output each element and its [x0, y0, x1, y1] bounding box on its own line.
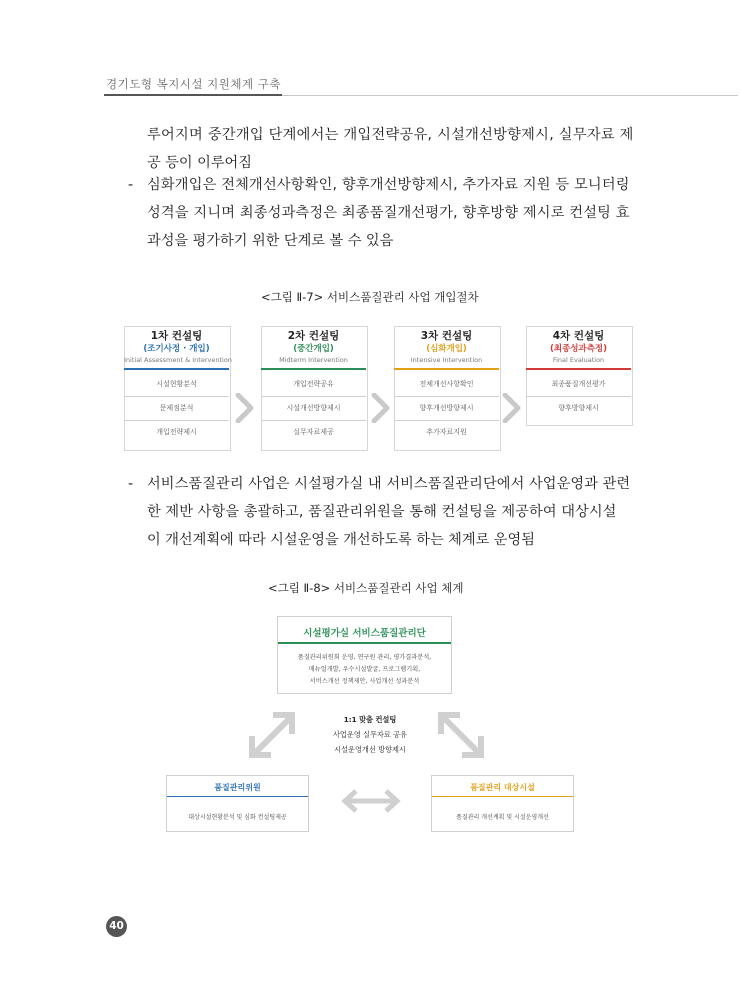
center-label: 1:1 맞춤 컨설팅	[343, 715, 397, 724]
bullet-dash: -	[128, 476, 134, 492]
box-title: 품질관리위원	[214, 783, 261, 792]
box-bar	[167, 796, 308, 797]
bullet-dash: -	[128, 177, 134, 193]
stage-bar	[124, 368, 229, 370]
center-label: 사업운영 실무자료 공유	[332, 730, 407, 739]
stage-4	[526, 326, 631, 420]
text-line: 심화개입은 전체개선사항확인, 향후개선방향제시, 추가자료 지원 등 모니터링	[147, 177, 630, 193]
stage-bar	[394, 368, 499, 370]
stage-title: 2차 컨설팅	[287, 330, 340, 342]
stage-english: Intensive Intervention	[410, 356, 483, 364]
stage-item: 전체개선사항확인	[394, 373, 499, 397]
box-line: 매뉴얼개발, 우수시설발굴, 프로그램기획,	[308, 666, 421, 673]
text-line: 공 등이 이루어짐	[147, 155, 252, 171]
stage-title: 3차 컨설팅	[420, 330, 473, 342]
stage-2	[261, 326, 366, 444]
text-line: 서비스품질관리 사업은 시설평가실 내 서비스품질관리단에서 사업운영과 관련	[147, 476, 631, 492]
running-header: 경기도형 복지시설 지원체계 구축	[106, 77, 281, 91]
text-line: 이 개선계획에 따라 시설운영을 개선하도록 하는 체계로 운영됨	[147, 532, 535, 548]
stage-bar	[526, 368, 631, 370]
text-line: 루어지며 중간개입 단계에서는 개입전략공유, 시설개선방향제시, 실무자료 제	[147, 127, 634, 143]
stage-subtitle: (조기사정 · 개입)	[143, 344, 210, 354]
stage-3	[394, 326, 499, 444]
stage-english: Final Evaluation	[552, 356, 605, 364]
box-line: 품질관리위원회 운영, 연구원 관리, 평가결과분석,	[297, 654, 432, 661]
box-body: 품질관리 개선계획 및 시설운영개선	[456, 814, 549, 821]
stage-english: Initial Assessment & Intervention	[124, 356, 232, 364]
stage-item: 최종품질개선평가	[526, 373, 631, 397]
stage-item: 실무자료제공	[293, 428, 334, 436]
stage-item: 개입전략공유	[261, 373, 366, 397]
paragraph-continuation	[147, 121, 634, 177]
paragraph-intensive	[147, 171, 630, 255]
stage-title: 4차 컨설팅	[552, 330, 605, 342]
text-line: 한 제반 사항을 총괄하고, 품질관리위원을 통해 컨설팅을 제공하여 대상시설	[147, 504, 617, 520]
figure-8-caption: <그림 Ⅱ-8> 서비스품질관리 사업 체계	[268, 581, 464, 595]
stage-item: 시설현황분석	[124, 373, 229, 397]
stage-bar	[261, 368, 366, 370]
box-body: 대상시설현황분석 및 심화 컨설팅제공	[188, 814, 287, 821]
stage-title: 1차 컨설팅	[150, 330, 203, 342]
diagonal-arrow-icon	[434, 708, 489, 763]
chevron-right-icon	[501, 393, 523, 423]
chevron-right-icon	[370, 393, 392, 423]
stage-item: 문제점분석	[124, 397, 229, 421]
stage-item: 개입전략제시	[156, 428, 197, 436]
header-rule	[282, 95, 738, 96]
box-title: 품질관리 대상시설	[470, 783, 535, 792]
figure-7-caption: <그림 Ⅱ-7> 서비스품질관리 사업 개입절차	[261, 290, 479, 304]
double-arrow-icon	[340, 786, 402, 816]
page-number: 40	[106, 916, 127, 937]
stage-subtitle: (심화개입)	[426, 344, 467, 354]
center-label: 시설운영개선 방향제시	[334, 745, 406, 754]
text-line: 과성을 평가하기 위한 단계로 볼 수 있음	[147, 233, 394, 249]
box-line: 서비스개선 정책제안, 사업개선 성과분석	[309, 678, 420, 685]
diagonal-arrow-icon	[245, 708, 300, 763]
stage-1	[124, 326, 232, 444]
paragraph-system	[147, 470, 630, 554]
stage-item: 시설개선방향제시	[261, 397, 366, 421]
box-title: 시설평가실 서비스품질관리단	[303, 628, 426, 639]
target-facility-box	[431, 775, 574, 832]
stage-item: 향후개선방향제시	[394, 397, 499, 421]
quality-committee-box	[166, 775, 309, 832]
header-underline	[104, 94, 282, 96]
box-bar	[278, 642, 451, 644]
quality-management-team-box	[277, 616, 452, 694]
chevron-right-icon	[234, 393, 256, 423]
box-bar	[432, 796, 573, 797]
stage-item: 향후방향제시	[558, 404, 599, 412]
stage-subtitle: (중간개입)	[293, 344, 334, 354]
stage-item: 추가자료지원	[426, 428, 467, 436]
text-line: 성격을 지니며 최종성과측정은 최종품질개선평가, 향후방향 제시로 컨설팅 효	[147, 205, 630, 221]
stage-subtitle: (최종성과측정)	[549, 344, 608, 354]
stage-english: Midterm Intervention	[279, 356, 348, 364]
